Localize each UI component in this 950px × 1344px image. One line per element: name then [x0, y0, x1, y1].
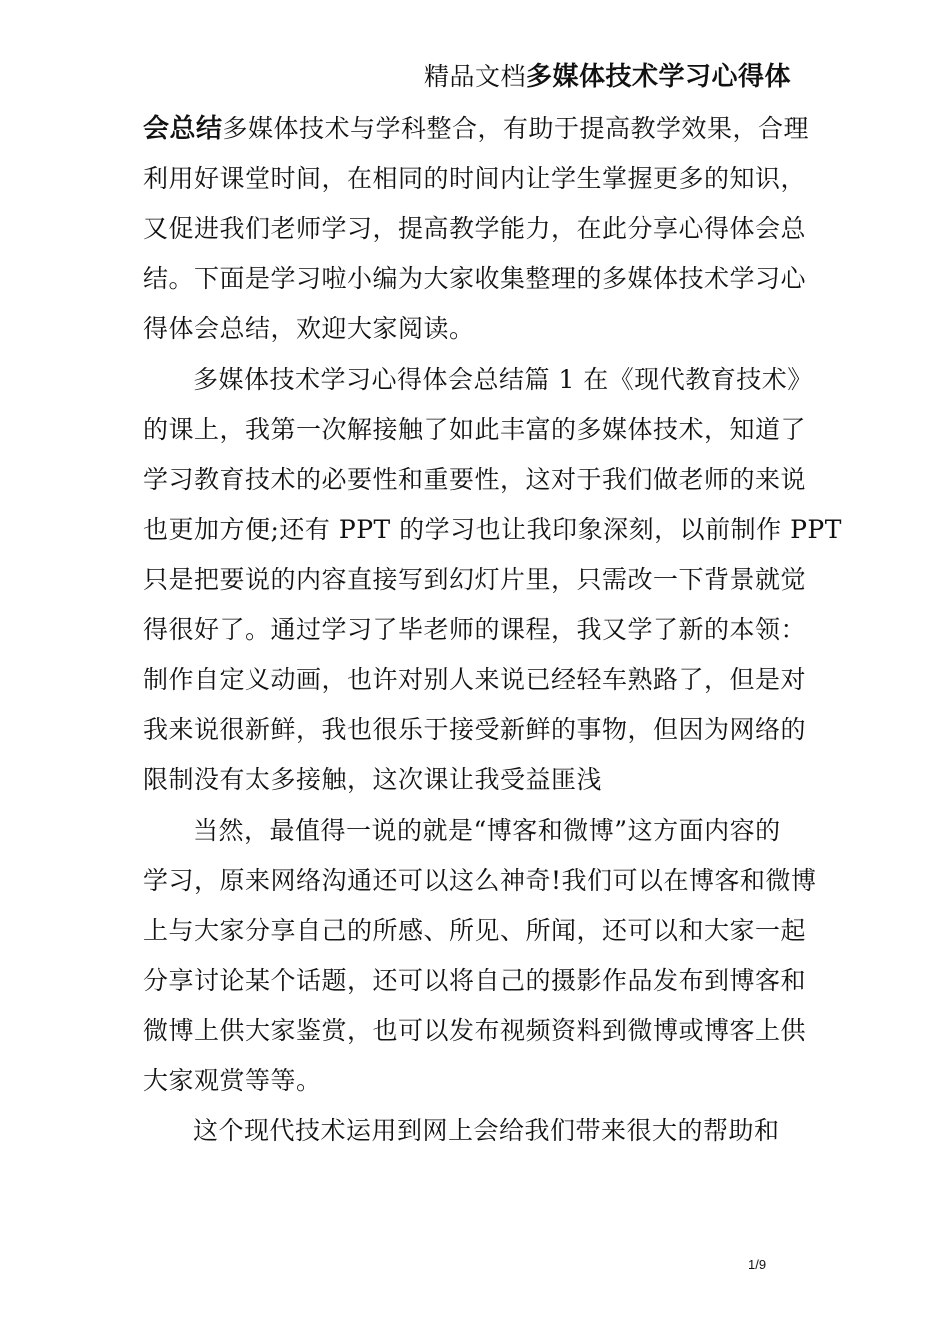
body-line: 微博上供大家鉴赏，也可以发布视频资料到微博或博客上供 [143, 1016, 807, 1045]
body-line: 也更加方便;还有 PPT 的学习也让我印象深刻，以前制作 PPT [143, 515, 842, 544]
body-line: 上与大家分享自己的所感、所见、所闻，还可以和大家一起 [143, 916, 807, 945]
body-line: 得体会总结，欢迎大家阅读。 [143, 314, 475, 343]
body-line [143, 113, 809, 145]
document-title-continued: 会总结 [143, 114, 223, 144]
body-line: 限制没有太多接触，这次课让我受益匪浅 [143, 765, 603, 794]
page-number: 1/9 [748, 1257, 767, 1272]
body-line: 大家观赏等等。 [143, 1066, 322, 1095]
body-line: 只是把要说的内容直接写到幻灯片里，只需改一下背景就觉 [143, 565, 807, 594]
header-line [424, 61, 791, 93]
paragraph-start: 当然，最值得一说的就是“博客和微博”这方面内容的 [193, 816, 781, 845]
body-line: 分享讨论某个话题，还可以将自己的摄影作品发布到博客和 [143, 966, 807, 995]
body-line: 又促进我们老师学习，提高教学能力，在此分享心得体会总 [143, 214, 807, 243]
body-line: 制作自定义动画，也许对别人来说已经轻车熟路了，但是对 [143, 665, 807, 694]
paragraph-start: 这个现代技术运用到网上会给我们带来很大的帮助和 [193, 1116, 780, 1145]
body-text: 多媒体技术与学科整合，有助于提高教学效果，合理 [222, 114, 810, 143]
paragraph-start: 多媒体技术学习心得体会总结篇 1 在《现代教育技术》 [193, 365, 813, 394]
document-title: 多媒体技术学习心得体 [526, 62, 792, 92]
header-prefix: 精品文档 [424, 62, 527, 91]
body-line: 我来说很新鲜，我也很乐于接受新鲜的事物，但因为网络的 [143, 715, 807, 744]
body-line: 学习，原来网络沟通还可以这么神奇!我们可以在博客和微博 [143, 866, 817, 895]
body-line: 得很好了。通过学习了毕老师的课程，我又学了新的本领： [143, 615, 807, 644]
body-line: 学习教育技术的必要性和重要性，这对于我们做老师的来说 [143, 465, 807, 494]
body-line: 的课上，我第一次解接触了如此丰富的多媒体技术，知道了 [143, 415, 807, 444]
body-line: 结。下面是学习啦小编为大家收集整理的多媒体技术学习心 [143, 264, 807, 293]
body-line: 利用好课堂时间，在相同的时间内让学生掌握更多的知识， [143, 164, 807, 193]
